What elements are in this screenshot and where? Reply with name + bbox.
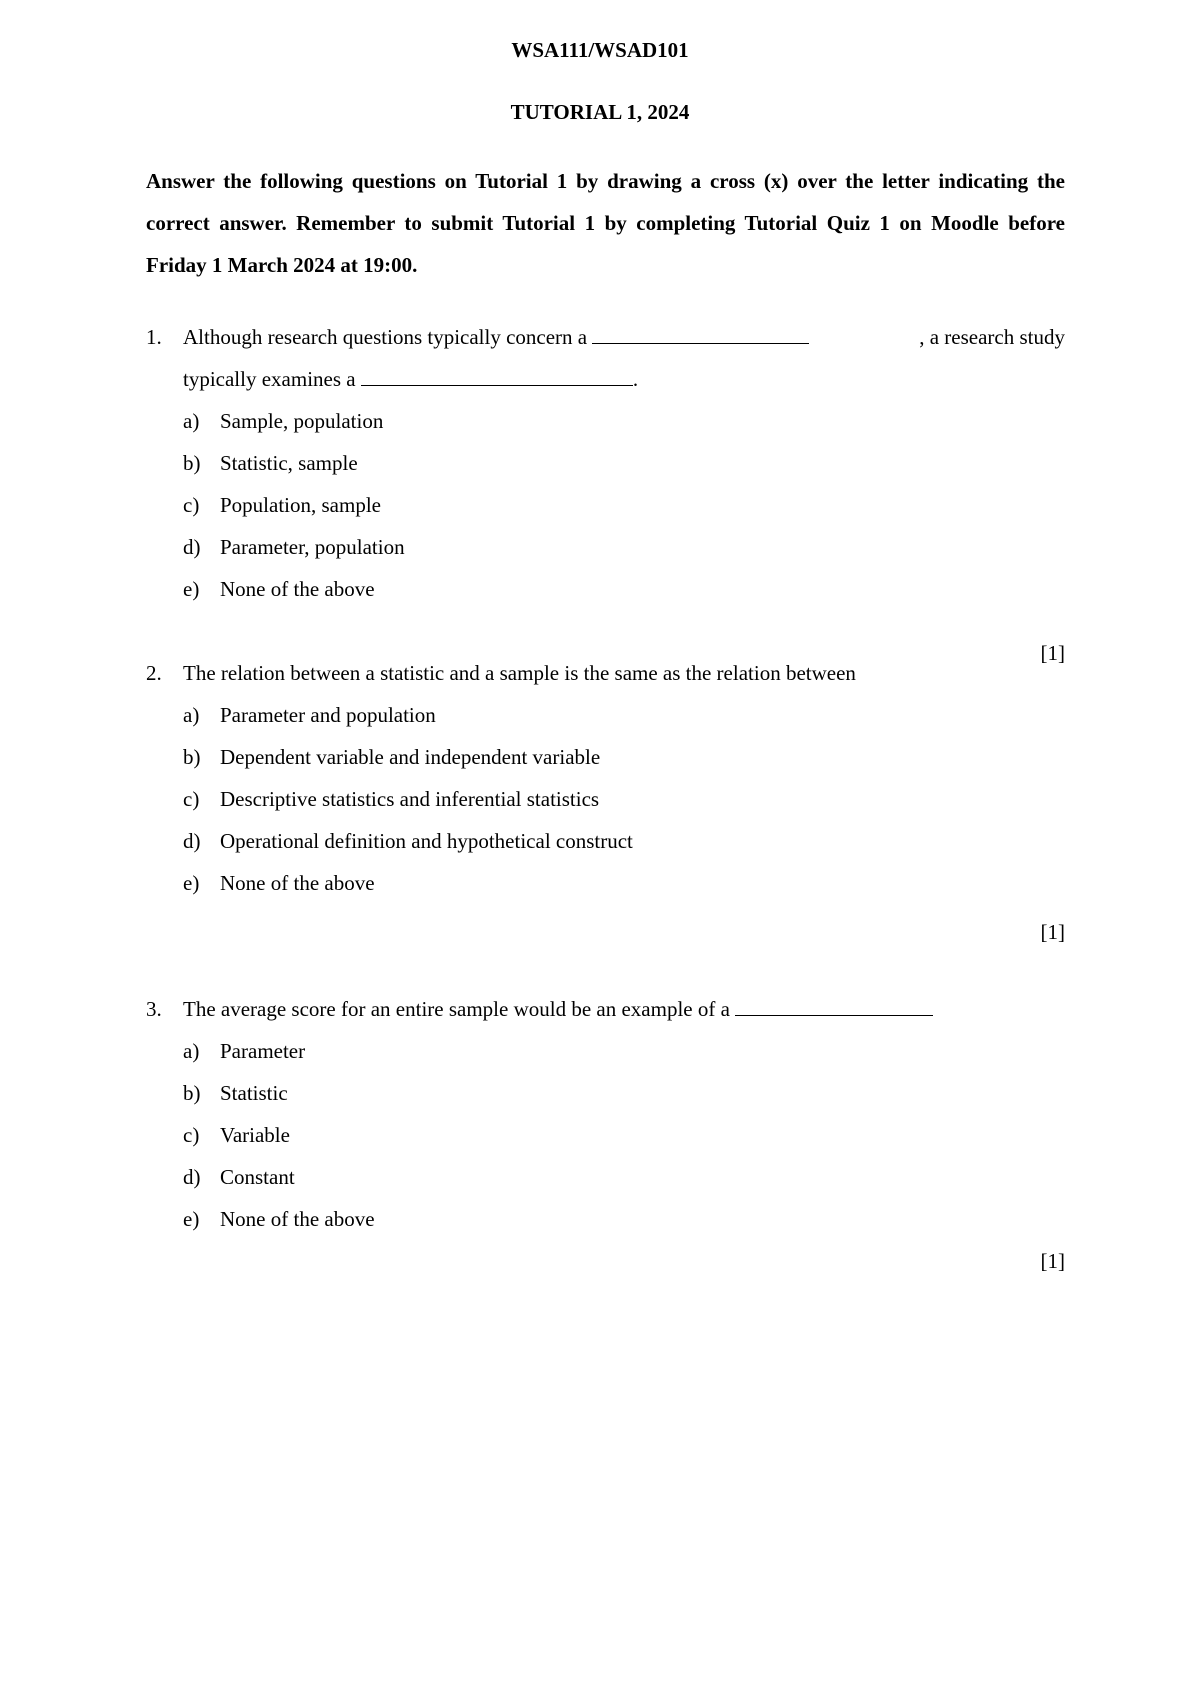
- option-b[interactable]: [146, 442, 1065, 484]
- option-a[interactable]: [146, 400, 1065, 442]
- question-number: 2.: [146, 661, 162, 685]
- question-2-line-1: [146, 652, 1065, 694]
- option-letter: c): [183, 1123, 200, 1147]
- option-c[interactable]: [146, 484, 1065, 526]
- option-c[interactable]: [146, 778, 1065, 820]
- answer-blank-3: [735, 989, 933, 1016]
- question-number: 1.: [146, 325, 162, 349]
- option-text: None of the above: [220, 577, 375, 601]
- option-letter: a): [183, 703, 200, 727]
- option-text: Sample, population: [220, 409, 384, 433]
- option-text: None of the above: [220, 1207, 375, 1231]
- option-letter: c): [183, 787, 200, 811]
- option-a[interactable]: [146, 694, 1065, 736]
- option-d[interactable]: [146, 820, 1065, 862]
- option-letter: c): [183, 493, 200, 517]
- question-1-marks: [1]: [1040, 641, 1065, 665]
- option-c[interactable]: [146, 1114, 1065, 1156]
- question-2: [146, 652, 1065, 944]
- question-1-line-1: [146, 316, 1065, 358]
- option-letter: e): [183, 871, 200, 895]
- option-letter: e): [183, 1207, 200, 1231]
- option-letter: b): [183, 745, 201, 769]
- question-3-text-line: [183, 988, 1065, 1030]
- question-3: [146, 988, 1065, 1273]
- option-letter: d): [183, 1165, 201, 1189]
- option-e[interactable]: [146, 568, 1065, 610]
- option-d[interactable]: [146, 526, 1065, 568]
- answer-blank-2: [361, 359, 633, 386]
- question-2-text: The relation between a statistic and a sample is the same as the relation between: [183, 661, 856, 685]
- option-text: Variable: [220, 1123, 290, 1147]
- question-2-marks: [1]: [1040, 920, 1065, 944]
- option-letter: b): [183, 1081, 201, 1105]
- option-text: Statistic: [220, 1081, 288, 1105]
- option-letter: d): [183, 535, 201, 559]
- question-1-text-line-2: [183, 358, 1065, 400]
- answer-blank-1: [592, 317, 809, 344]
- option-e[interactable]: [146, 862, 1065, 904]
- option-text: Parameter: [220, 1039, 306, 1063]
- question-1-text-part-4: .: [632, 367, 639, 391]
- option-d[interactable]: [146, 1156, 1065, 1198]
- course-code: WSA111/WSAD101: [511, 38, 689, 62]
- question-3-marks: [1]: [1040, 1249, 1065, 1273]
- question-1-line-2: [146, 358, 1065, 400]
- option-letter: a): [183, 1039, 200, 1063]
- option-e[interactable]: [146, 1198, 1065, 1240]
- question-number: 3.: [146, 997, 162, 1021]
- option-letter: a): [183, 409, 200, 433]
- option-text: Operational definition and hypothetical construct: [220, 829, 633, 853]
- option-text: Dependent variable and independent variable: [220, 745, 601, 769]
- option-text: Descriptive statistics and inferential statistics: [220, 787, 600, 811]
- question-1-text-part-3: typically examines a: [183, 367, 356, 391]
- option-letter: e): [183, 577, 200, 601]
- option-b[interactable]: [146, 736, 1065, 778]
- question-3-line-1: [146, 988, 1065, 1030]
- instructions: Answer the following questions on Tutorial 1 by drawing a cross (x) over the letter indicating the correct answer. Remember to submit Tutorial 1 by completing Tutorial Quiz 1 on Moodle before Friday 1 March 2024 at 19:00.: [146, 169, 1065, 277]
- option-letter: d): [183, 829, 201, 853]
- question-2-options: [146, 694, 1065, 904]
- option-text: Constant: [220, 1165, 295, 1189]
- option-text: Parameter, population: [220, 535, 405, 559]
- question-1-text-line-1: [183, 316, 1065, 358]
- option-a[interactable]: [146, 1030, 1065, 1072]
- question-1-options: [146, 400, 1065, 610]
- question-1-text-part-2: , a research study: [919, 325, 1065, 349]
- question-1-text-part-1: Although research questions typically concern a: [183, 325, 588, 349]
- option-text: Statistic, sample: [220, 451, 358, 475]
- question-3-text: The average score for an entire sample would be an example of a: [183, 997, 730, 1021]
- question-3-options: [146, 1030, 1065, 1240]
- option-letter: b): [183, 451, 201, 475]
- option-text: Population, sample: [220, 493, 381, 517]
- question-1: [146, 316, 1065, 665]
- option-text: Parameter and population: [220, 703, 436, 727]
- question-1-text-start: [183, 316, 809, 358]
- tutorial-title: TUTORIAL 1, 2024: [510, 100, 690, 124]
- option-b[interactable]: [146, 1072, 1065, 1114]
- option-text: None of the above: [220, 871, 375, 895]
